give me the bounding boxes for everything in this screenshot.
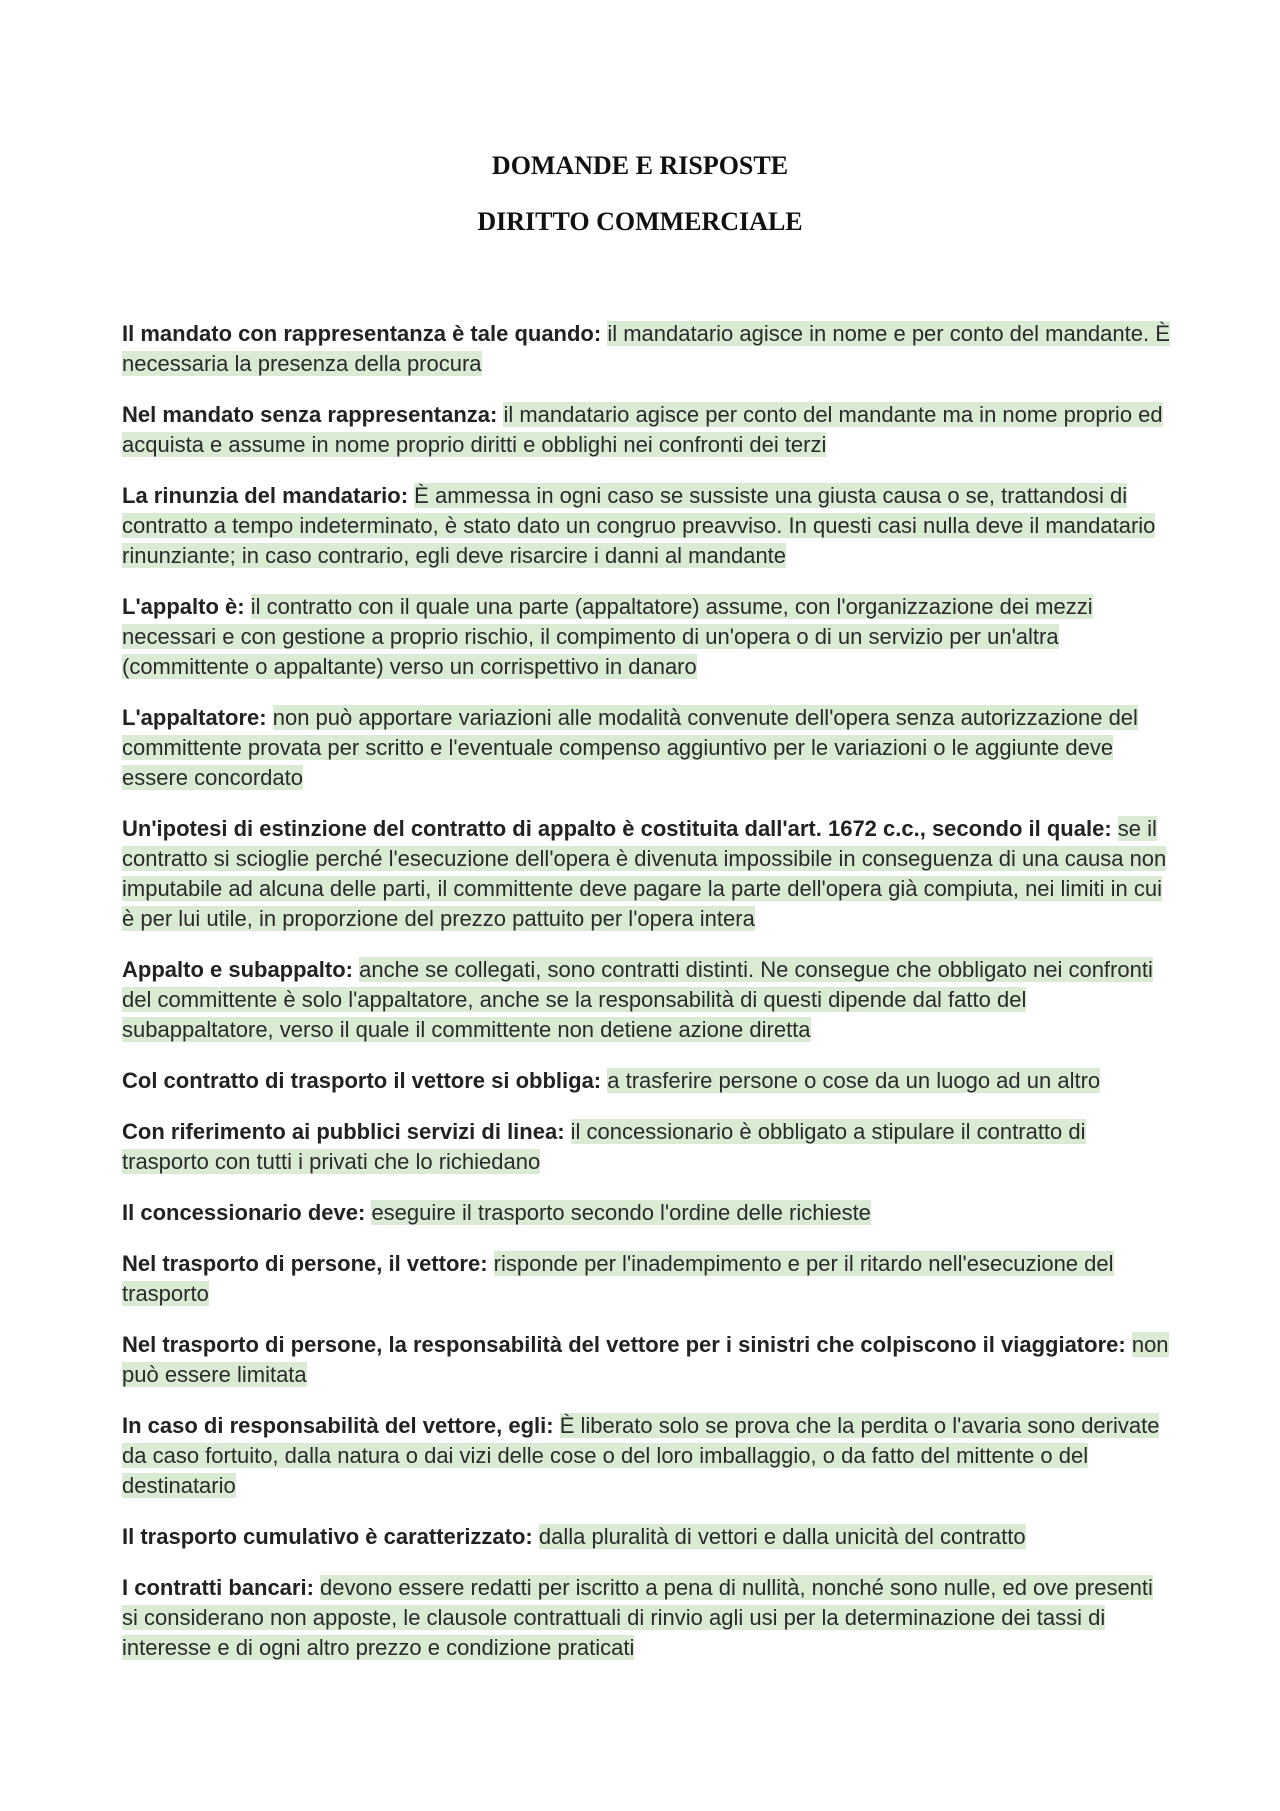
question-text: Appalto e subappalto:: [122, 957, 353, 982]
question-text: La rinunzia del mandatario:: [122, 483, 409, 508]
qa-item: [122, 1249, 1172, 1309]
question-text: Con riferimento ai pubblici servizi di linea:: [122, 1119, 565, 1144]
answer-text: anche se collegati, sono contratti distinti. Ne consegue che obbligato nei confronti del committente è solo l'appaltatore, anche se la responsabilità di questi dipende dal fatto del subappaltatore, verso il quale il committente non detiene azione diretta: [122, 957, 1153, 1042]
document-title: DOMANDE E RISPOSTE: [491, 151, 789, 180]
qa-item: [122, 1198, 1172, 1228]
question-text: L'appaltatore:: [122, 705, 267, 730]
qa-item: [122, 1117, 1172, 1177]
document-subtitle: DIRITTO COMMERCIALE: [477, 207, 803, 236]
answer-text: dalla pluralità di vettori e dalla unicità del contratto: [538, 1524, 1026, 1549]
question-text: Nel mandato senza rappresentanza:: [122, 402, 498, 427]
question-text: Il trasporto cumulativo è caratterizzato:: [122, 1524, 533, 1549]
answer-text: a trasferire persone o cose da un luogo ad un altro: [607, 1068, 1101, 1093]
title-block: [0, 148, 1280, 240]
qa-item: [122, 1330, 1172, 1390]
qa-item: [122, 1573, 1172, 1663]
qa-item: [122, 955, 1172, 1045]
question-text: Nel trasporto di persone, il vettore:: [122, 1251, 488, 1276]
question-text: In caso di responsabilità del vettore, egli:: [122, 1413, 554, 1438]
answer-text: non può apportare variazioni alle modalità convenute dell'opera senza autorizzazione del committente provata per scritto e l'eventuale compenso aggiuntivo per le variazioni o le aggiunte deve essere concordato: [122, 705, 1138, 790]
qa-item: [122, 1411, 1172, 1501]
question-text: Col contratto di trasporto il vettore si obbliga:: [122, 1068, 602, 1093]
question-text: Il concessionario deve:: [122, 1200, 366, 1225]
answer-text: il mandatario agisce in nome e per conto del mandante. È necessaria la presenza della procura: [122, 321, 1170, 376]
answer-text: eseguire il trasporto secondo l'ordine delle richieste: [371, 1200, 871, 1225]
answer-text: il contratto con il quale una parte (appaltatore) assume, con l'organizzazione dei mezzi necessari e con gestione a proprio rischio, il compimento di un'opera o di un servizio per un'altra (committente o appaltante) verso un corrispettivo in danaro: [122, 594, 1093, 679]
qa-item: [122, 814, 1172, 934]
answer-text: È liberato solo se prova che la perdita o l'avaria sono derivate da caso fortuito, dalla natura o dai vizi delle cose o del loro imballaggio, o da fatto del mittente o del destinatario: [122, 1413, 1160, 1498]
qa-item: [122, 400, 1172, 460]
answer-text: risponde per l'inadempimento e per il ritardo nell'esecuzione del trasporto: [122, 1251, 1114, 1306]
question-text: Il mandato con rappresentanza è tale quando:: [122, 321, 602, 346]
question-text: L'appalto è:: [122, 594, 245, 619]
answer-text: il concessionario è obbligato a stipulare il contratto di trasporto con tutti i privati che lo richiedano: [122, 1119, 1086, 1174]
answer-text: devono essere redatti per iscritto a pena di nullità, nonché sono nulle, ed ove presenti si considerano non apposte, le clausole contrattuali di rinvio agli usi per la determinazione dei tassi di interesse e di ogni altro prezzo e condizione praticati: [122, 1575, 1153, 1660]
qa-item: [122, 481, 1172, 571]
answer-text: il mandatario agisce per conto del mandante ma in nome proprio ed acquista e assume in nome proprio diritti e obblighi nei confronti dei terzi: [122, 402, 1163, 457]
answer-text: non può essere limitata: [122, 1332, 1169, 1387]
question-text: Nel trasporto di persone, la responsabilità del vettore per i sinistri che colpiscono il viaggiatore:: [122, 1332, 1126, 1357]
qa-list: [122, 319, 1172, 1684]
qa-item: [122, 1066, 1172, 1096]
answer-text: se il contratto si scioglie perché l'esecuzione dell'opera è divenuta impossibile in conseguenza di una causa non imputabile ad alcuna delle parti, il committente deve pagare la parte dell'opera già compiuta, nei limiti in cui è per lui utile, in proporzione del prezzo pattuito per l'opera intera: [122, 816, 1167, 931]
qa-item: [122, 1522, 1172, 1552]
qa-item: [122, 319, 1172, 379]
question-text: I contratti bancari:: [122, 1575, 314, 1600]
question-text: Un'ipotesi di estinzione del contratto di appalto è costituita dall'art. 1672 c.c., secondo il quale:: [122, 816, 1112, 841]
answer-text: È ammessa in ogni caso se sussiste una giusta causa o se, trattandosi di contratto a tempo indeterminato, è stato dato un congruo preavviso. In questi casi nulla deve il mandatario rinunziante; in caso contrario, egli deve risarcire i danni al mandante: [122, 483, 1156, 568]
qa-item: [122, 703, 1172, 793]
qa-item: [122, 592, 1172, 682]
